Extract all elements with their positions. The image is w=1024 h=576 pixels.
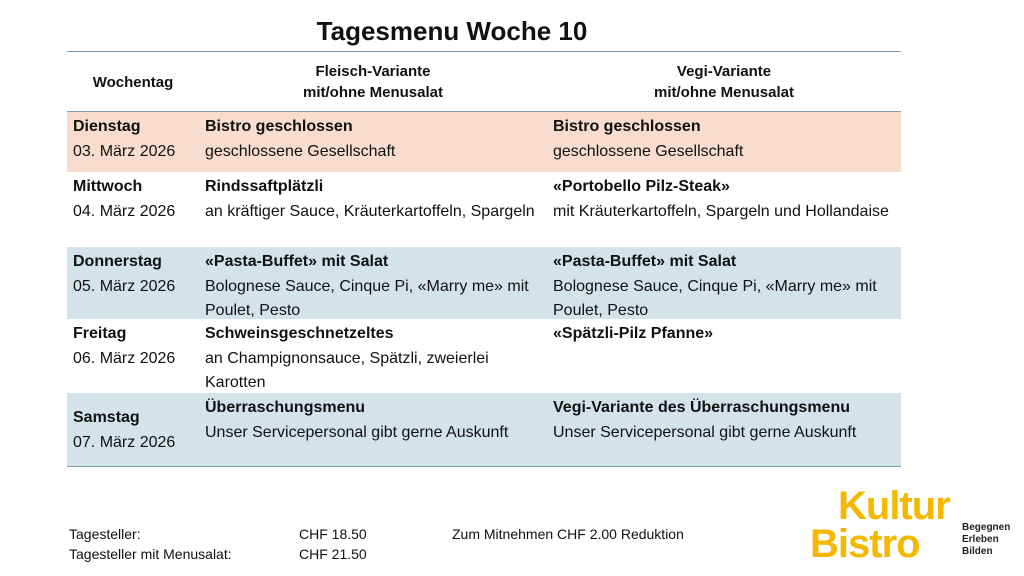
header-veg-line1: Vegi-Variante <box>676 63 772 80</box>
price-plate-salad-label: Tagesteller mit Menusalat: <box>69 546 232 562</box>
row-day: Mittwoch <box>73 178 143 195</box>
tagline-bilden: Bilden <box>962 546 993 557</box>
meat-desc: an Champignonsauce, Spätzli, zweierlei Karotten <box>205 349 489 391</box>
price-plate-salad-value: CHF 21.50 <box>299 546 367 562</box>
veg-dish: «Pasta-Buffet» mit Salat <box>553 253 737 270</box>
logo-word-kultur: Kultur <box>838 484 950 528</box>
header-veg-line2: mit/ohne Menusalat <box>653 84 795 101</box>
row-day: Freitag <box>73 325 127 342</box>
header-day: Wochentag <box>92 73 174 91</box>
takeaway-note: Zum Mitnehmen CHF 2.00 Reduktion <box>452 526 684 542</box>
veg-desc: Unser Servicepersonal gibt gerne Auskunft <box>553 423 857 441</box>
row-day: Donnerstag <box>73 253 162 270</box>
logo-word-bistro: Bistro <box>810 522 920 566</box>
row-date: 06. März 2026 <box>73 349 176 367</box>
veg-desc: Bolognese Sauce, Cinque Pi, «Marry me» mit Poulet, Pesto <box>553 277 877 319</box>
tagline-begegnen: Begegnen <box>962 522 1011 533</box>
meat-desc: Unser Servicepersonal gibt gerne Auskunft <box>205 423 509 441</box>
table-row <box>67 319 901 393</box>
meat-dish: «Pasta-Buffet» mit Salat <box>205 253 389 270</box>
meat-desc: an kräftiger Sauce, Kräuterkartoffeln, Spargeln <box>205 202 535 220</box>
table-header <box>67 53 901 112</box>
meat-dish: Schweinsgeschnetzeltes <box>205 325 394 342</box>
menu-table <box>67 53 901 467</box>
header-meat-line1: Fleisch-Variante <box>315 63 431 80</box>
veg-dish: «Spätzli-Pilz Pfanne» <box>553 325 714 342</box>
header-meat <box>199 61 547 103</box>
row-date: 03. März 2026 <box>73 142 176 160</box>
title-rule <box>67 51 901 52</box>
table-row <box>67 172 901 247</box>
header-veg <box>547 61 901 103</box>
veg-desc: mit Kräuterkartoffeln, Spargeln und Hollandaise <box>553 202 889 220</box>
table-row <box>67 247 901 319</box>
veg-dish: «Portobello Pilz-Steak» <box>553 178 730 195</box>
meat-dish: Überraschungsmenu <box>205 399 366 416</box>
price-plate-value: CHF 18.50 <box>299 526 367 542</box>
veg-dish: Bistro geschlossen <box>553 118 701 135</box>
header-meat-line2: mit/ohne Menusalat <box>302 84 444 101</box>
price-plate-label: Tagesteller: <box>69 526 141 542</box>
meat-desc: Bolognese Sauce, Cinque Pi, «Marry me» mit Poulet, Pesto <box>205 277 529 319</box>
row-date: 07. März 2026 <box>73 433 176 451</box>
meat-dish: Bistro geschlossen <box>205 118 353 135</box>
row-day: Samstag <box>73 409 140 426</box>
logo-tagline <box>962 522 1010 558</box>
row-date: 05. März 2026 <box>73 277 176 295</box>
meat-desc: geschlossene Gesellschaft <box>205 142 396 160</box>
row-day: Dienstag <box>73 118 141 135</box>
table-row <box>67 393 901 467</box>
page-title: Tagesmenu Woche 10 <box>316 16 588 46</box>
meat-dish: Rindssaftplätzli <box>205 178 324 195</box>
veg-dish: Vegi-Variante des Überraschungsmenu <box>553 399 850 416</box>
veg-desc: geschlossene Gesellschaft <box>553 142 744 160</box>
row-date: 04. März 2026 <box>73 202 176 220</box>
kulturbistro-logo <box>808 486 1018 572</box>
tagline-erleben: Erleben <box>962 534 999 545</box>
table-row <box>67 112 901 172</box>
